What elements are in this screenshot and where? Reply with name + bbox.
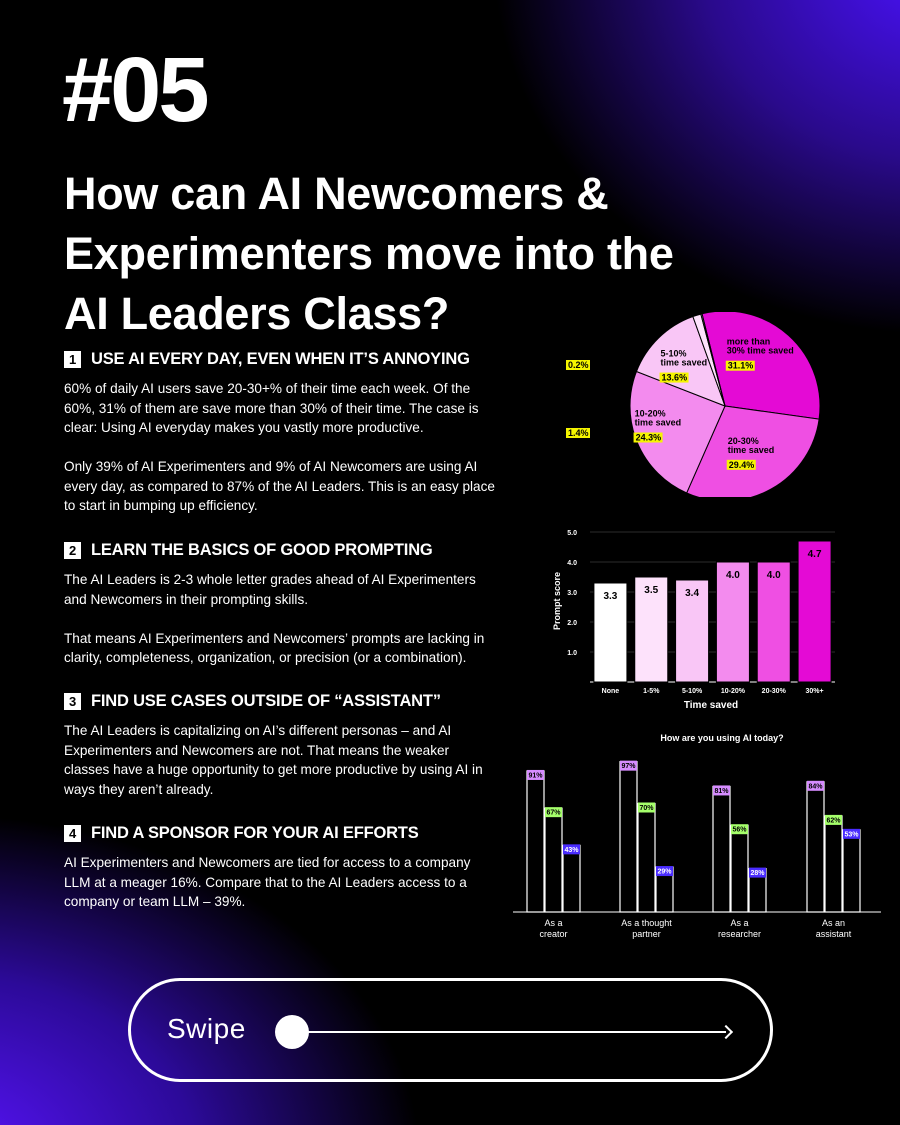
category-label: As an (821, 918, 846, 928)
pie-slice-outside-value: 0.2% (568, 360, 589, 370)
prompt-score-bar-chart (545, 522, 845, 714)
bar-value-label: 4.0 (766, 570, 781, 581)
y-tick-label: 4.0 (567, 560, 577, 567)
section-title: FIND A SPONSOR FOR YOUR AI EFFORTS (91, 824, 419, 842)
section-title: FIND USE CASES OUTSIDE OF “ASSISTANT” (91, 692, 441, 710)
swipe-label: Swipe (167, 1013, 246, 1044)
bar (527, 771, 544, 912)
bar (807, 782, 824, 912)
ai-usage-bar-chart (505, 728, 895, 948)
x-tick-label: 1-5% (643, 688, 660, 695)
bar (563, 845, 580, 912)
bar (843, 830, 860, 912)
y-tick-label: 1.0 (567, 650, 577, 657)
bar-value-label: 56% (732, 826, 747, 834)
bar (620, 762, 637, 912)
pie-slice-value: 24.3% (635, 432, 662, 443)
bar-value-label: 70% (639, 805, 654, 812)
section-heading (64, 350, 496, 369)
section-heading (64, 692, 496, 711)
bar-value-label: 4.7 (807, 549, 822, 560)
pie-slice-value: 31.1% (727, 360, 754, 371)
pie-slice-outside-label: 1-5% (567, 404, 589, 414)
chart-title: How are you using AI today? (660, 733, 784, 743)
bar-value-label: 53% (844, 831, 859, 839)
title-line: AI Leaders Class? (64, 288, 450, 339)
section-number-badge: 1 (64, 351, 81, 368)
section-learn-prompting (64, 541, 496, 668)
section-title: USE AI EVERY DAY, EVEN WHEN IT’S ANNOYING (91, 350, 470, 368)
bar-value-label: 3.4 (685, 588, 700, 599)
pie-slice-value: 13.6% (661, 372, 688, 383)
paragraph: AI Experimenters and Newcomers are tied for access to a company LLM at a meager 16%. Compare that to the AI Leaders access to a company or team LLM – 39%. (64, 855, 471, 909)
bar (638, 804, 655, 913)
bar-value-label: 3.3 (603, 591, 618, 602)
paragraph: That means AI Experimenters and Newcomers’ prompts are lacking in clarity, completeness, organization, or precision (or a combination). (64, 630, 485, 665)
bar-value-label: 67% (546, 809, 561, 817)
bar-value-label: 4.0 (725, 570, 740, 581)
time-saved-pie-chart (560, 312, 830, 497)
bar (713, 786, 730, 912)
section-number-badge: 4 (64, 825, 81, 842)
x-tick-label: 20-30% (761, 688, 786, 695)
section-heading (64, 541, 496, 560)
section-number: #05 (62, 39, 207, 141)
x-tick-label: 5-10% (681, 688, 703, 695)
y-tick-label: 5.0 (567, 530, 577, 537)
pie-slice-outside-value: 1.4% (568, 428, 589, 438)
category-label: assistant (815, 929, 852, 939)
paragraph: The AI Leaders is 2-3 whole letter grades ahead of AI Experimenters and Newcomers in their prompting skills. (64, 572, 476, 607)
bar (545, 808, 562, 912)
title-line: How can AI Newcomers & (64, 168, 609, 219)
y-axis-title: Prompt score (552, 571, 562, 631)
bar-value-label: 97% (621, 763, 636, 771)
title-line: Experimenters move into the (64, 228, 674, 279)
category-label: creator (539, 929, 568, 939)
bar-value-label: 62% (826, 817, 841, 825)
category-label: partner (632, 929, 661, 939)
section-use-ai-every-day (64, 350, 496, 516)
swipe-knob[interactable] (275, 1015, 309, 1049)
section-find-use-cases (64, 692, 496, 799)
paragraph: The AI Leaders is capitalizing on AI’s different personas – and AI Experimenters and Newcomers are not. That means the weaker classes have a huge opportunity to get more productive by using AI in ways they aren’t already. (64, 723, 483, 797)
pie-slice-outside-label: time saved (567, 413, 614, 423)
section-body (64, 853, 496, 912)
pie-slice-label: 30% time saved (726, 345, 794, 356)
bar (798, 541, 831, 682)
bar (731, 825, 748, 912)
bar-value-label: 29% (657, 868, 672, 876)
bar-value-label: 84% (808, 783, 823, 791)
y-tick-label: 2.0 (567, 620, 577, 627)
section-body (64, 379, 496, 516)
pie-slice-label: time saved (727, 444, 775, 455)
swipe-track-line (301, 1031, 726, 1033)
section-find-sponsor (64, 824, 496, 912)
section-title: LEARN THE BASICS OF GOOD PROMPTING (91, 541, 433, 559)
bar-value-label: 3.5 (644, 585, 659, 596)
pie-slice-label: time saved (660, 357, 708, 368)
paragraph: Only 39% of AI Experimenters and 9% of AI Newcomers are using AI every day, as compared to 87% of the AI Leaders. This is an easy place to start in bumping up efficiency. (64, 459, 495, 513)
section-number-badge: 2 (64, 542, 81, 559)
category-label: As a (544, 918, 563, 928)
section-body (64, 570, 496, 668)
x-axis-title: Time saved (683, 700, 739, 711)
pie-slice-label: time saved (634, 417, 682, 428)
section-heading (64, 824, 496, 843)
pie-slice-label: 20-30% (727, 435, 759, 446)
category-label: researcher (717, 929, 762, 939)
pie-slice-value: 29.4% (728, 459, 755, 470)
x-tick-label: 30%+ (805, 688, 824, 695)
bar (825, 816, 842, 912)
pie-slice-label: more than (726, 336, 771, 347)
category-label: As a thought (621, 918, 672, 928)
section-number-badge: 3 (64, 693, 81, 710)
y-tick-label: 3.0 (567, 590, 577, 597)
x-tick-label: None (601, 688, 620, 695)
bar-value-label: 43% (564, 846, 579, 854)
paragraph: 60% of daily AI users save 20-30+% of their time each week. Of the 60%, 31% of them are save more than 30% of their time. The case is clear: Using AI everyday makes you vastly more productive. (64, 381, 479, 435)
bar-value-label: 81% (714, 787, 729, 795)
pie-slice-label: 5-10% (660, 348, 687, 359)
bar-value-label: 28% (750, 870, 765, 878)
swipe-button[interactable] (128, 978, 773, 1082)
category-label: As a (730, 918, 749, 928)
x-tick-label: 10-20% (720, 688, 745, 695)
bar-value-label: 91% (528, 772, 543, 780)
pie-slice-outside-label: time saved (567, 345, 614, 355)
pie-slice-label: 10-20% (634, 408, 666, 419)
arrow-right-icon (719, 1025, 733, 1039)
pie-slice-outside-label: No (567, 336, 579, 346)
section-body (64, 721, 496, 799)
